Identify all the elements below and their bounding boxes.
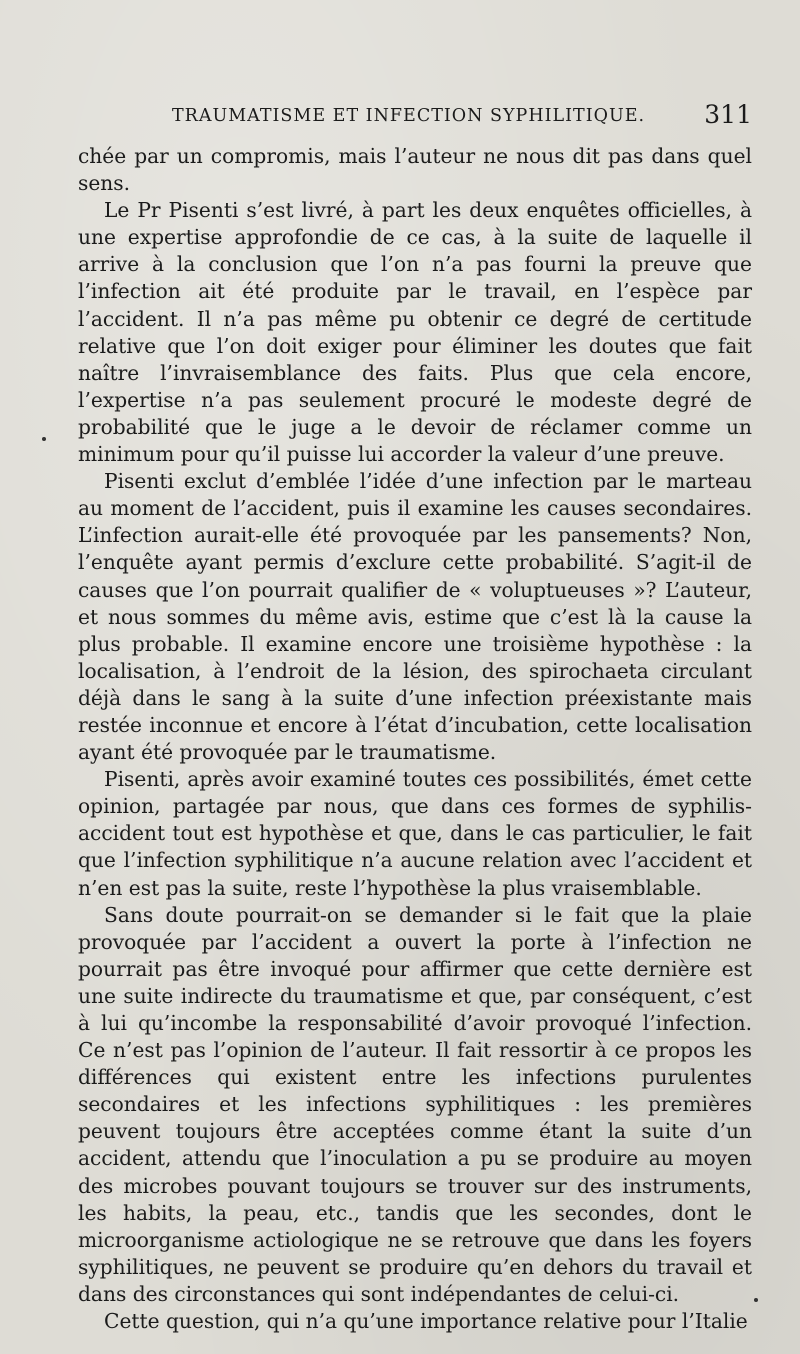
paragraph-question-italie: Cette question, qui n’a qu’une importance relative pour l’Italie	[104, 1309, 748, 1334]
paragraph-pisenti-expertise: Le Pr Pisenti s’est livré, à part les deux enquêtes officielles, à une expertise approfondie de ce cas, à la suite de laquelle il arrive à la conclusion que l’on n’a pas fourni la preuve que l’infection ait été produite par le travail, en l’espèce par l’accident. Il n’a pas même pu obtenir ce degré de certitude relative que l’on doit exiger pour éliminer les doutes que fait naître l’invraisemblance des faits. Plus que cela encore, l’expertise n’a pas seulement procuré le modeste degré de probabilité que le juge a le devoir de réclamer comme un minimum pour qu’il puisse lui accorder la valeur d’une preuve.	[78, 198, 752, 467]
page-header	[74, 100, 756, 136]
paragraph-continuation: chée par un compromis, mais l’auteur ne nous dit pas dans quel sens.	[78, 144, 752, 196]
paragraph-opinion: Pisenti, après avoir examiné toutes ces possibilités, émet cette opinion, partagée par nous, que dans ces formes de syphilis-accident tout est hypothèse et que, dans le cas particulier, le fait que l’infection syphilitique n’a aucune relation avec l’accident et n’en est pas la suite, reste l’hypothèse la plus vraisemblable.	[78, 767, 752, 900]
paragraph-causes-secondaires: Pisenti exclut d’emblée l’idée d’une infection par le marteau au moment de l’accident, puis il examine les causes secondaires. L’infection aurait-elle été provoquée par les pansements? Non, l’enquête ayant permis d’exclure cette probabilité. S’agit-il de causes que l’on pourrait qualifier de « voluptueuses »? L’auteur, et nous sommes du même avis, estime que c’est là la cause la plus probable. Il examine encore une troisième hypothèse : la localisation, à l’endroit de la lésion, des spirochaeta circulant déjà dans le sang à la suite d’une infection préexistante mais restée inconnue et encore à l’état d’incubation, cette localisation ayant été provoquée par le traumatisme.	[78, 469, 752, 765]
margin-speck	[42, 437, 46, 441]
body-text	[78, 143, 752, 1335]
paragraph-plaie-provoquee: Sans doute pourrait-on se demander si le fait que la plaie provoquée par l’accident a ouvert la porte à l’infection ne pourrait pas être invoqué pour affirmer que cette dernière est une suite indirecte du traumatisme et que, par conséquent, c’est à lui qu’incombe la responsabilité d’avoir provoqué l’infection. Ce n’est pas l’opinion de l’auteur. Il fait ressortir à ce propos les différences qui existent entre les infections purulentes secondaires et les infections syphilitiques : les premières peuvent toujours être acceptées comme étant la suite d’un accident, attendu que l’inoculation a pu se produire au moyen des microbes pouvant toujours se trouver sur des instruments, les habits, la peau, etc., tandis que les secondes, dont le microorganisme actiologique ne se retrouve que dans les foyers syphilitiques, ne peuvent se produire qu’en dehors du travail et dans des circonstances qui sont indépendantes de celui-ci.	[78, 902, 752, 1306]
margin-speck	[754, 1298, 758, 1302]
running-title: TRAUMATISME ET INFECTION SYPHILITIQUE.	[172, 106, 646, 126]
page-number: 311	[704, 100, 752, 129]
